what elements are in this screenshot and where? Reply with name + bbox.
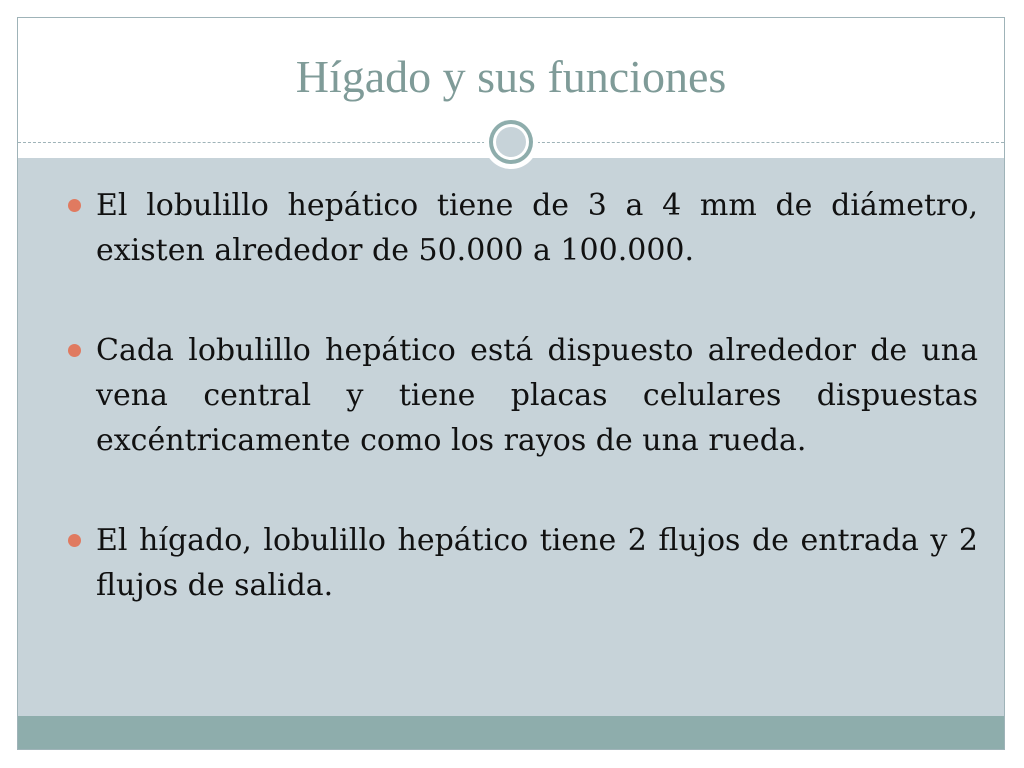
bullet-list: [58, 183, 978, 663]
circle-ornament-icon: [484, 115, 538, 169]
slide-title: Hígado y sus funciones: [295, 51, 727, 102]
ornament-core: [496, 127, 526, 157]
ornament-ring: [489, 120, 533, 164]
bullet-text: El lobulillo hepático tiene de 3 a 4 mm de diámetro, existen alrededor de 50.000 a 100.000.: [96, 188, 978, 268]
bullet-dot-icon: [68, 534, 81, 547]
bullet-text: Cada lobulillo hepático está dispuesto alrededor de una vena central y tiene placas celulares dispuestas excéntricamente como los rayos de una rueda.: [96, 333, 978, 458]
bullet-item: [58, 183, 978, 273]
bullet-dot-icon: [68, 344, 81, 357]
footer-bar: [18, 716, 1004, 750]
slide-frame: [17, 17, 1005, 750]
bullet-item: [58, 328, 978, 463]
bullet-item: [58, 518, 978, 608]
bullet-dot-icon: [68, 199, 81, 212]
bullet-text: El hígado, lobulillo hepático tiene 2 flujos de entrada y 2 flujos de salida.: [96, 523, 978, 603]
ornament-ring-inner: [493, 124, 529, 160]
